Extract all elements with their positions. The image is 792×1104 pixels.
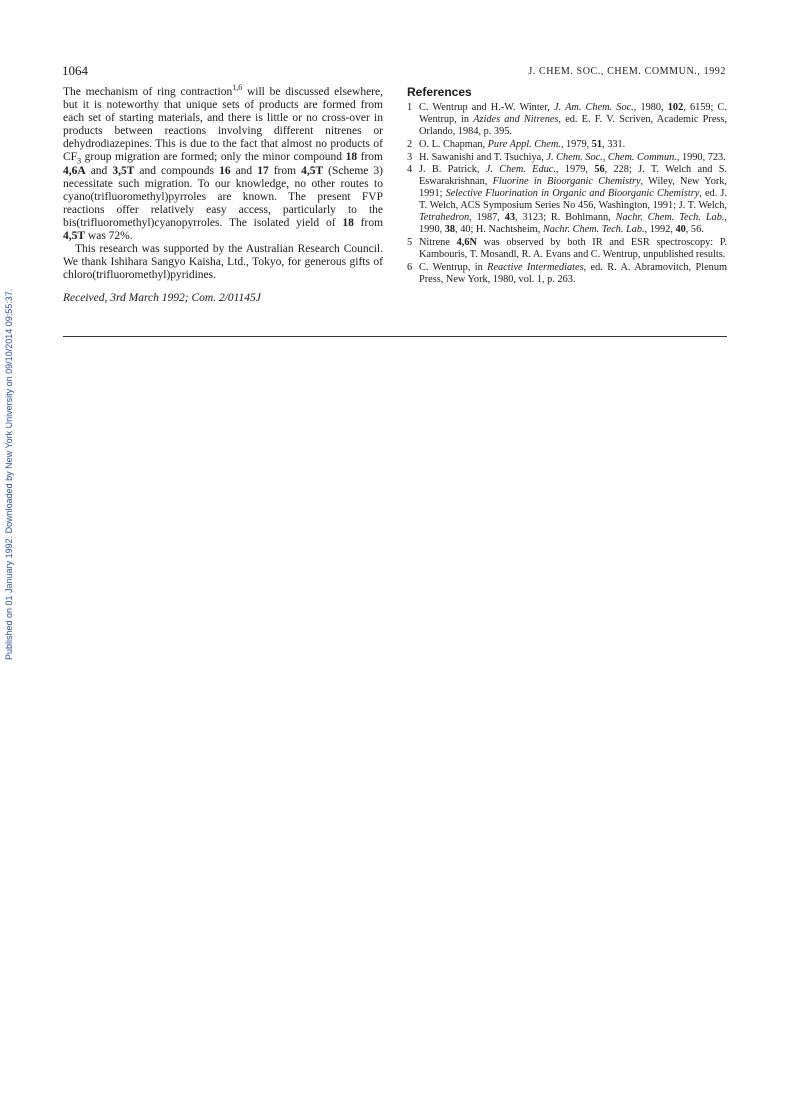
reference-item: 6 C. Wentrup, in Reactive Intermediates, ed. R. A. Abramovitch, Plenum Press, New York, 1980, vol. 1, p. 263. [407,261,727,285]
compound-label: 18 [342,216,354,229]
reference-number: 2 [407,138,413,150]
reference-number: 4 [407,164,413,176]
download-notice: Published on 01 January 1992. Downloaded by New York University on 09/10/2014 09:55:37. [4,288,14,660]
compound-label: 3,5T [112,164,135,177]
reference-number: 6 [407,261,413,273]
section-divider [63,336,727,337]
reference-number: 5 [407,236,413,248]
compound-label: 4,5T [301,164,324,177]
compound-label: 16 [219,164,231,177]
received-date: Received, 3rd March 1992; Com. 2/01145J [63,292,261,305]
compound-label: 17 [257,164,269,177]
reference-number: 1 [407,101,413,113]
reference-item: 4 J. B. Patrick, J. Chem. Educ., 1979, 56, 228; J. T. Welch and S. Eswarakrishnan, Fluorine in Bioorganic Chemistry, Wiley, New York, 1991; Selective Fluorination in Organic and Bioorganic Chemistry, ed. J. T. Welch, ACS Symposium Series No 456, Washington, 1991; J. T. Welch, Tetrahedron, 1987, 43, 3123; R. Bohlmann, Nachr. Chem. Tech. Lab., 1990, 38, 40; H. Nachtsheim, Nachr. Chem. Tech. Lab., 1992, 40, 56. [407,164,728,235]
body-column [63,83,384,306]
compound-label: 4,6A [63,164,86,177]
paragraph-ring-contraction: The mechanism of ring contraction$^{1,6}$ will be discussed elsewhere, but it is noteworthy that unique sets of products are formed from each set of starting materials, and there is little or no cross-over in products between reactions involving different nitrenes or dehydrodiazepines. This is due to the fact that almost no products of $CF_3$ group migration are formed; only the minor compound 18 from 4,6A and 3,5T and compounds 16 and 17 from 4,5T (Scheme 3) necessitate such migration. To our knowledge, no other routes to cyano(trifluoromethyl)pyrroles are known. The present FVP reactions offer relatively easy access, particularly to the bis(trifluoromethyl)cyanopyrroles. The isolated yield of 18 from 4,5T was 72%. [63,83,384,243]
citation: 1,6 [232,83,243,93]
references-heading: References [407,85,472,99]
reference-item: 2 O. L. Chapman, Pure Appl. Chem., 1979, 51, 331. [407,138,626,150]
journal-header: J. CHEM. SOC., CHEM. COMMUN., 1992 [528,66,726,77]
reference-item: 3 H. Sawanishi and T. Tsuchiya, J. Chem. Soc., Chem. Commun., 1990, 723. [407,151,726,163]
reference-number: 3 [407,151,413,163]
compound-label: 4,5T [63,230,86,243]
paragraph-acknowledgement: This research was supported by the Australian Research Council. We thank Ishihara Sangyo Kaisha, Ltd., Tokyo, for generous gifts of chloro(trifluoromethyl)pyridines. [63,243,383,282]
page-number: 1064 [62,63,88,78]
reference-item: 1 C. Wentrup and H.-W. Winter, J. Am. Chem. Soc., 1980, 102, 6159; C. Wentrup, in Azides and Nitrenes, ed. E. F. V. Scriven, Academic Press, Orlando, 1984, p. 395. [407,101,727,137]
compound-label: 18 [345,151,358,164]
references-column [407,87,727,287]
reference-item: 5 Nitrene 4,6N was observed by both IR and ESR spectroscopy: P. Kambouris, T. Mosandl, R. A. Evans and C. Wentrup, unpublished results. [407,236,728,260]
